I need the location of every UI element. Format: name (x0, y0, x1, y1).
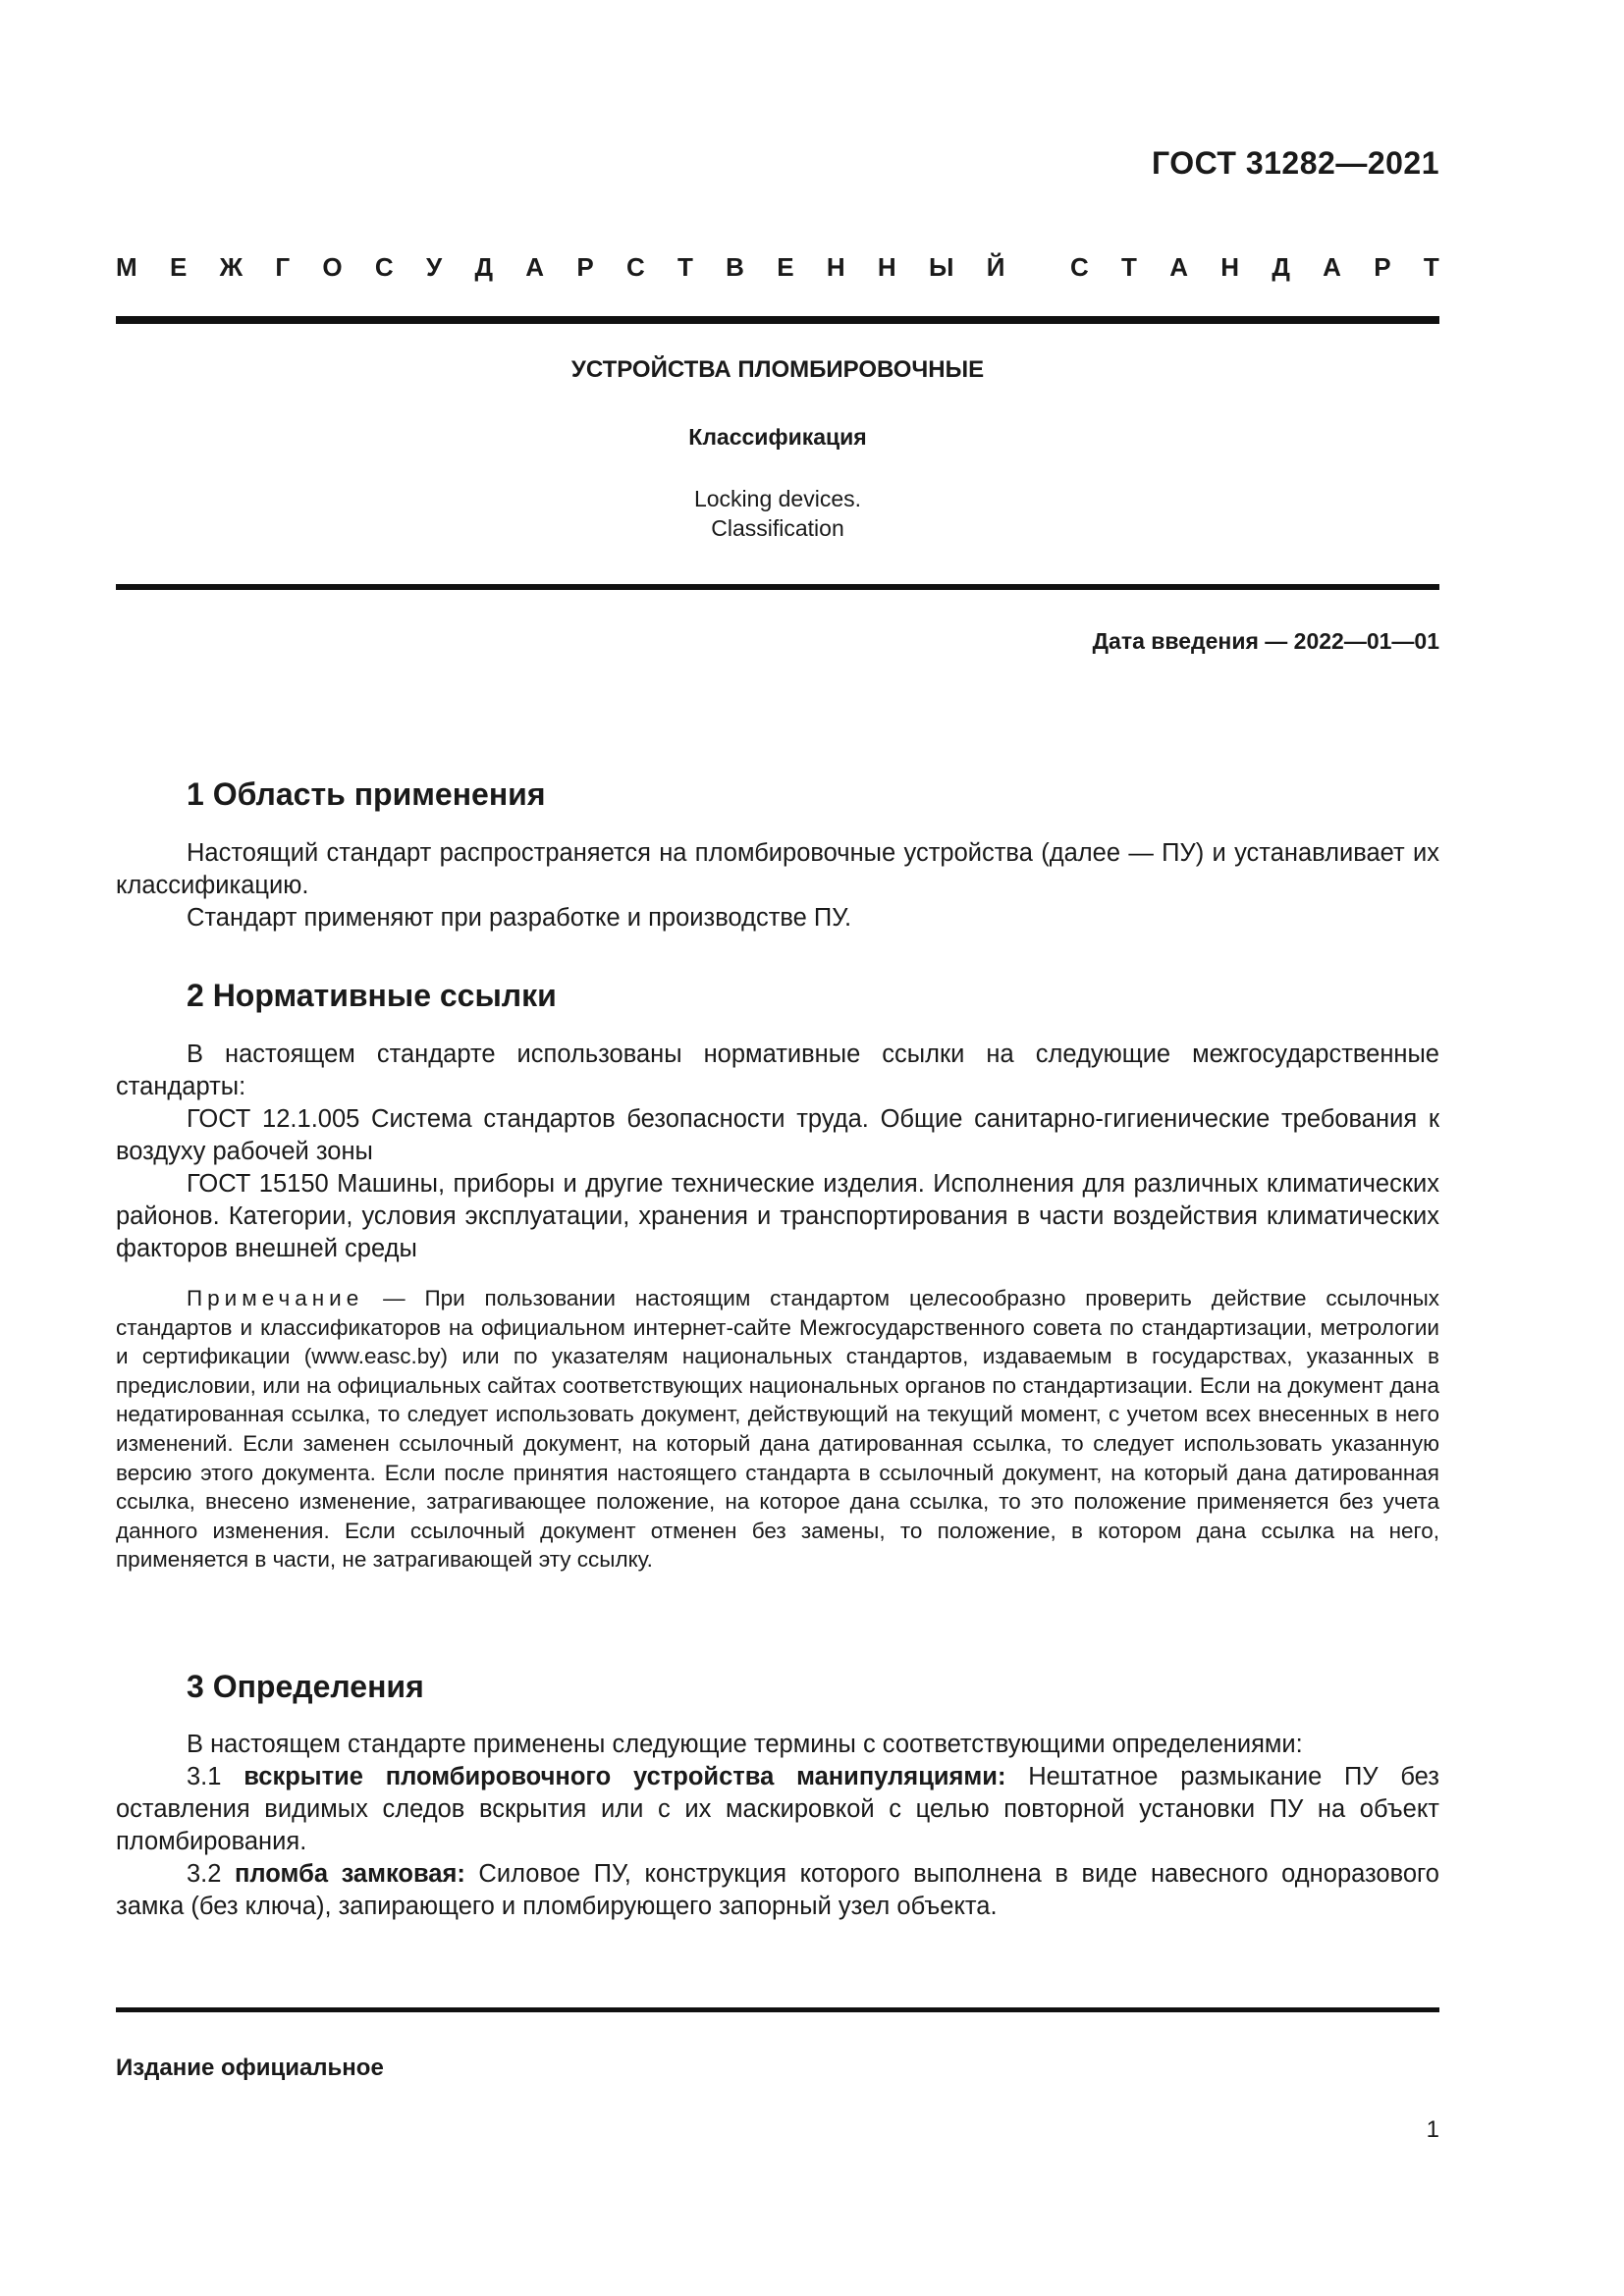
section-1-heading: 1 Область применения (187, 776, 546, 812)
banner-letter: Н (826, 252, 845, 282)
normative-reference: ГОСТ 15150 Машины, приборы и другие технические изделия. Исполнения для различных климатических районов. Категории, условия эксплуатации, хранения и транспортирования в части воздействия климатических факторов внешней среды (116, 1170, 1439, 1262)
official-edition-label: Издание официальное (116, 2055, 384, 2081)
section-1-body (116, 837, 1439, 934)
document-title: УСТРОЙСТВА ПЛОМБИРОВОЧНЫЕ (570, 356, 985, 383)
banner-letter: С (625, 252, 645, 282)
section-1-paragraph: Стандарт применяют при разработке и производстве ПУ. (187, 904, 852, 932)
banner-letter: Р (1374, 252, 1391, 282)
term-number: 3.2 (187, 1860, 236, 1888)
doc-number: ГОСТ 31282—2021 (1151, 145, 1439, 181)
section-2-note (116, 1284, 1439, 1575)
banner-letter: Т (1423, 252, 1439, 282)
english-title-line2: Classification (711, 515, 844, 541)
banner-letter: Р (576, 252, 594, 282)
banner-letter: Е (777, 252, 794, 282)
banner-letter: Т (677, 252, 693, 282)
banner-letter: У (425, 252, 443, 282)
banner-letter: А (525, 252, 545, 282)
banner-letter: Й (986, 252, 1005, 282)
standard-type-banner (116, 252, 1439, 283)
footer-divider (116, 2007, 1439, 2012)
document-subtitle: Классификация (688, 424, 867, 450)
section-3-paragraph: В настоящем стандарте применены следующие термины с соответствующими определениями: (187, 1731, 1303, 1758)
term-name: пломба замковая: (235, 1860, 465, 1888)
section-3-heading: 3 Определения (187, 1669, 424, 1704)
banner-letter: Е (169, 252, 188, 282)
banner-letter: А (1323, 252, 1341, 282)
banner-letter: В (726, 252, 744, 282)
note-label: Примечание (187, 1286, 364, 1310)
page-number: 1 (1426, 2116, 1439, 2143)
banner-letter: С (1069, 252, 1089, 282)
term-name: вскрытие пломбировочного устройства манипуляциями: (244, 1763, 1006, 1790)
section-2-paragraph: В настоящем стандарте использованы нормативные ссылки на следующие межгосударственные стандарты: (116, 1041, 1439, 1100)
banner-letter: С (374, 252, 394, 282)
banner-letter: Т (1121, 252, 1137, 282)
banner-letter: Г (275, 252, 291, 282)
banner-letter: Д (474, 252, 493, 282)
banner-letter: А (1169, 252, 1188, 282)
banner-letter: Ы (928, 252, 954, 282)
english-title (116, 484, 1439, 543)
section-1-paragraph: Настоящий стандарт распространяется на пломбировочные устройства (далее — ПУ) и устанавливает их классификацию. (116, 839, 1439, 899)
term-text: Силовое ПУ, конструкция которого выполнена в виде навесного одноразового замка (без ключа), запирающего и пломбирующего запорный узел объекта. (116, 1860, 1439, 1920)
section-2-body (116, 1039, 1439, 1265)
term-text: Нештатное размыкание ПУ без оставления видимых следов вскрытия или с их маскировкой с целью повторной установки ПУ на объект пломбирования. (116, 1763, 1439, 1855)
section-2-heading: 2 Нормативные ссылки (187, 978, 557, 1013)
banner-letter: М (116, 252, 137, 282)
normative-reference: ГОСТ 12.1.005 Система стандартов безопасности труда. Общие санитарно-гигиенические требования к воздуху рабочей зоны (116, 1105, 1439, 1165)
banner-letter: О (322, 252, 343, 282)
note-text: — При пользовании настоящим стандартом целесообразно проверить действие ссылочных стандартов и классификаторов на официальном интернет-сайте Межгосударственного совета по стандартизации, метрологии и сертификации (www.easc.by) или по указателям национальных стандартов, издаваемым в государствах, указанных в предисловии, или на официальных сайтах соответствующих национальных органов по стандартизации. Если на документ дана недатированная ссылка, то следует использовать документ, действующий на текущий момент, с учетом всех внесенных в него изменений. Если заменен ссылочный документ, на который дана датированная ссылка, то следует использовать указанную версию этого документа. Если после принятия настоящего стандарта в ссылочный документ, на который дана датированная ссылка, внесено изменение, затрагивающее положение, на которое дана ссылка, то это положение применяется без учета данного изменения. Если ссылочный документ отменен без замены, то положение, в котором дана ссылка на него, применяется в части, не затрагивающей эту ссылку. (116, 1286, 1439, 1573)
english-title-line1: Locking devices. (693, 486, 862, 511)
banner-letter: Д (1272, 252, 1290, 282)
term-number: 3.1 (187, 1763, 244, 1790)
banner-letter: Н (1220, 252, 1240, 282)
term-definition (116, 1761, 1439, 1858)
banner-letter: Н (877, 252, 896, 282)
banner-letter: Ж (219, 252, 244, 282)
term-definition (116, 1858, 1439, 1923)
header-divider (116, 316, 1439, 324)
title-divider (116, 584, 1439, 590)
section-3-body (116, 1729, 1439, 1923)
introduction-date: Дата введения — 2022—01—01 (1092, 628, 1439, 654)
